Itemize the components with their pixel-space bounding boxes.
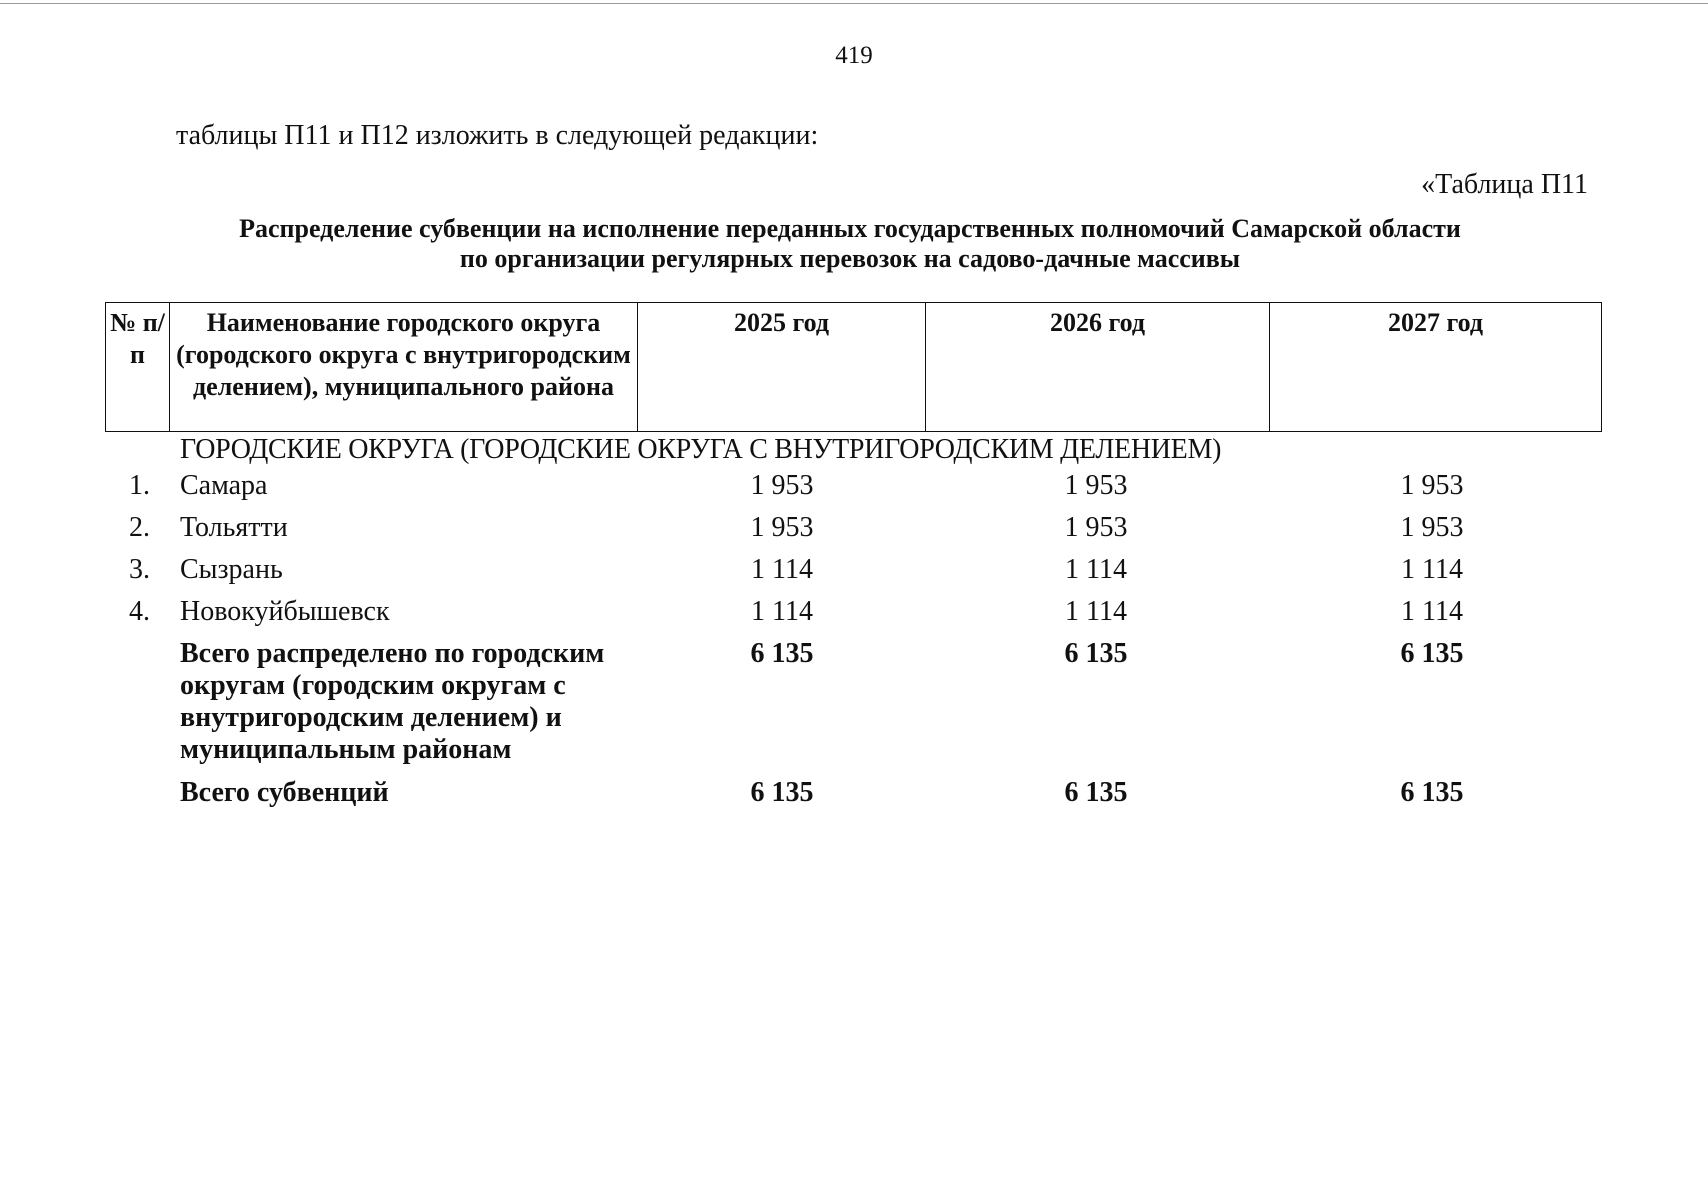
total-subvention-2025: 6 135	[750, 777, 814, 808]
row-number: 3.	[129, 554, 150, 585]
row-name: Тольятти	[180, 512, 288, 543]
table-reference: «Таблица П11	[1421, 169, 1588, 200]
row-value-2026: 1 953	[1064, 512, 1128, 543]
intro-text: таблицы П11 и П12 изложить в следующей редакции:	[176, 120, 819, 151]
page-number: 419	[835, 42, 873, 69]
row-value-2026: 1 114	[1065, 554, 1127, 585]
row-name: Самара	[180, 470, 268, 501]
total-distributed-label: Всего распределено по городским округам (городским округам с внутригородским делением) и муниципальным районам	[180, 638, 605, 765]
row-number: 2.	[129, 512, 150, 543]
header-2026: 2026 год	[926, 303, 1270, 432]
total-distributed-2026: 6 135	[1064, 638, 1128, 669]
header-2027: 2027 год	[1270, 303, 1602, 432]
row-name: Сызрань	[180, 554, 283, 585]
header-row	[106, 303, 1602, 432]
row-number: 1.	[129, 470, 150, 501]
header-2025: 2025 год	[638, 303, 926, 432]
row-value-2027: 1 953	[1400, 512, 1464, 543]
row-value-2025: 1 953	[750, 470, 814, 501]
row-value-2025: 1 114	[751, 554, 813, 585]
total-subvention-2026: 6 135	[1064, 777, 1128, 808]
table-title-line-1: Распределение субвенции на исполнение переданных государственных полномочий Самарской области	[239, 214, 1461, 243]
row-value-2025: 1 953	[750, 512, 814, 543]
row-name: Новокуйбышевск	[180, 596, 390, 627]
header-num: № п/п	[106, 303, 170, 432]
total-subvention-2027: 6 135	[1400, 777, 1464, 808]
total-subvention-label: Всего субвенций	[180, 777, 389, 808]
total-distributed-2025: 6 135	[750, 638, 814, 669]
row-value-2025: 1 114	[751, 596, 813, 627]
header-name: Наименование городского округа (городского округа с внутригородским делением), муниципального района	[170, 303, 638, 432]
row-value-2027: 1 953	[1400, 470, 1464, 501]
row-value-2026: 1 953	[1064, 470, 1128, 501]
row-value-2026: 1 114	[1065, 596, 1127, 627]
row-value-2027: 1 114	[1401, 596, 1463, 627]
row-value-2027: 1 114	[1401, 554, 1463, 585]
row-number: 4.	[129, 596, 150, 627]
table-title-line-2: по организации регулярных перевозок на садово-дачные массивы	[459, 244, 1241, 273]
section-heading: ГОРОДСКИЕ ОКРУГА (ГОРОДСКИЕ ОКРУГА С ВНУТРИГОРОДСКИМ ДЕЛЕНИЕМ)	[180, 434, 1222, 465]
table-title	[100, 214, 1600, 274]
top-rule	[0, 3, 1708, 4]
total-distributed-2027: 6 135	[1400, 638, 1464, 669]
table-header	[105, 302, 1602, 432]
